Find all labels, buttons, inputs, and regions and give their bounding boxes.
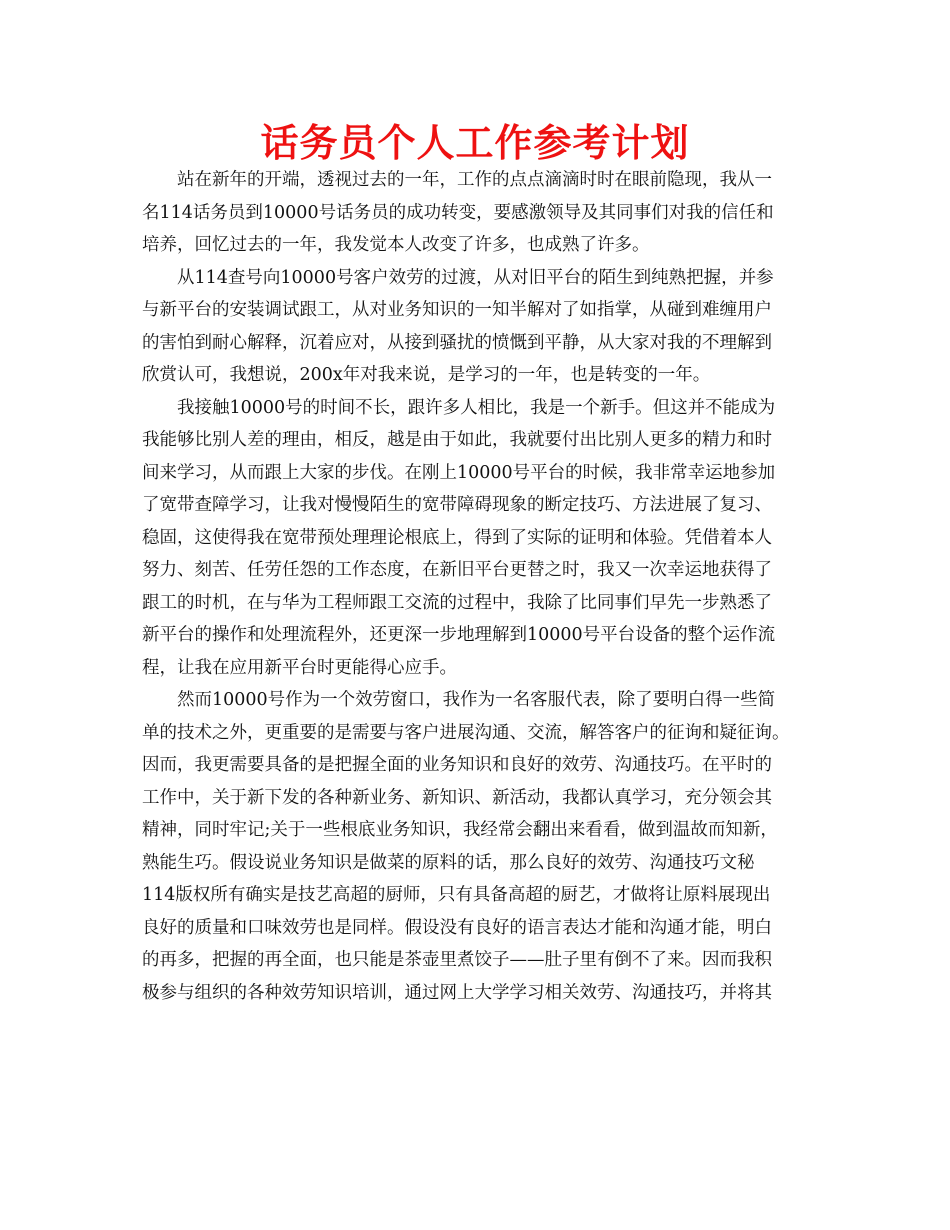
document-body [142, 164, 822, 1009]
body-line: 我能够比别人差的理由，相反，越是由于如此，我就要付出比别人更多的精力和时 [142, 430, 772, 450]
document-title: 话务员个人工作参考计划 [260, 121, 690, 165]
body-line: 与新平台的安装调试跟工，从对业务知识的一知半解对了如指掌，从碰到难缠用户 [142, 300, 772, 320]
body-line: 培养，回忆过去的一年，我发觉本人改变了许多，也成熟了许多。 [142, 235, 650, 255]
body-line: 名114话务员到10000号话务员的成功转变，要感激领导及其同事们对我的信任和 [142, 202, 774, 223]
body-line: 间来学习，从而跟上大家的步伐。在刚上10000号平台的时候，我非常幸运地参加 [142, 462, 776, 483]
body-line: 的再多，把握的再全面，也只能是茶壶里煮饺子——肚子里有倒不了来。因而我积 [142, 950, 772, 970]
body-line: 极参与组织的各种效劳知识培训，通过网上大学学习相关效劳、沟通技巧，并将其 [142, 982, 772, 1003]
body-line: 的害怕到耐心解释，沉着应对，从接到骚扰的愤慨到平静，从大家对我的不理解到 [142, 332, 772, 353]
body-line: 然而10000号作为一个效劳窗口，我作为一名客服代表，除了要明白得一些简 [177, 690, 776, 710]
body-line: 从114查号向10000号客户效劳的过渡，从对旧平台的陌生到纯熟把握，并参 [177, 267, 774, 288]
body-line: 单的技术之外，更重要的是需要与客户进展沟通、交流，解答客户的征询和疑征询。 [142, 722, 790, 743]
body-line: 熟能生巧。假设说业务知识是做菜的原料的话，那么良好的效劳、沟通技巧文秘 [142, 852, 755, 873]
body-line: 工作中，关于新下发的各种新业务、新知识、新活动，我都认真学习，充分领会其 [142, 787, 772, 808]
body-line: 跟工的时机，在与华为工程师跟工交流的过程中，我除了比同事们早先一步熟悉了 [142, 592, 772, 613]
body-line: 了宽带查障学习，让我对慢慢陌生的宽带障碍现象的断定技巧、方法进展了复习、 [142, 495, 772, 515]
body-line: 程，让我在应用新平台时更能得心应手。 [142, 657, 457, 678]
body-line: 良好的质量和口味效劳也是同样。假设没有良好的语言表达才能和沟通才能，明白 [142, 917, 772, 938]
body-line: 我接触10000号的时间不长，跟许多人相比，我是一个新手。但这并不能成为 [177, 397, 776, 418]
body-line: 因而，我更需要具备的是把握全面的业务知识和良好的效劳、沟通技巧。在平时的 [142, 755, 772, 775]
body-line: 站在新年的开端，透视过去的一年，工作的点点滴滴时时在眼前隐现，我从一 [177, 170, 772, 190]
body-line: 114版权所有确实是技艺高超的厨师，只有具备高超的厨艺，才做将让原料展现出 [142, 885, 771, 905]
body-line: 新平台的操作和处理流程外，还更深一步地理解到10000号平台设备的整个运作流 [142, 625, 776, 645]
body-line: 稳固，这使得我在宽带预处理理论根底上，得到了实际的证明和体验。凭借着本人 [142, 527, 772, 548]
body-line: 精神，同时牢记;关于一些根底业务知识，我经常会翻出来看看，做到温故而知新， [142, 820, 778, 840]
body-line: 欣赏认可，我想说，200x年对我来说，是学习的一年，也是转变的一年。 [142, 365, 711, 385]
body-line: 努力、刻苦、任劳任怨的工作态度，在新旧平台更替之时，我又一次幸运地获得了 [142, 560, 772, 580]
